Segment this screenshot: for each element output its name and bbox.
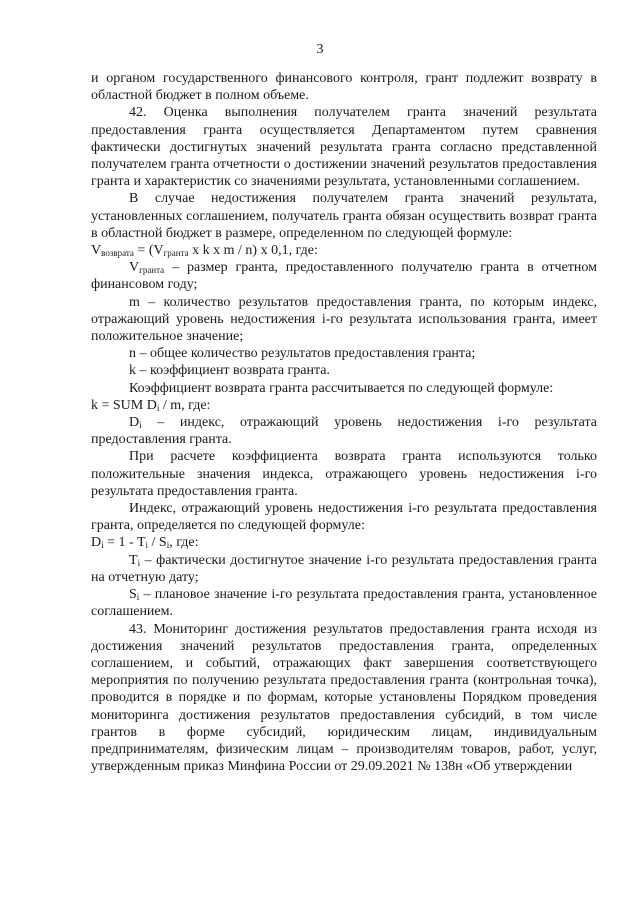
paragraph: При расчете коэффициента возврата гранта используются только положительные значения индекса, отражающего уровень недостижения i-го результата предоставления гранта. <box>91 449 597 499</box>
definition-m: m – количество результатов предоставления гранта, по которым индекс, отражающий уровень недостижения i-го результата использования гранта, имеет положительное значение; <box>91 294 597 345</box>
paragraph: В случае недостижения получателем гранта значений результата, установленных соглашением, получатель гранта обязан осуществить возврат гранта в областной бюджет в размере, определенном по следующей формуле: <box>91 191 597 241</box>
paragraph: Индекс, отражающий уровень недостижения i-го результата предоставления гранта, определяется по следующей формуле: <box>91 501 597 534</box>
formula-index: $D_i = 1 - T_i / S_i$, где: <box>91 535 199 551</box>
page-number: 3 <box>316 42 324 57</box>
document-body <box>91 70 597 775</box>
definition-n: n – общее количество результатов предоставления гранта; <box>129 346 476 362</box>
paragraph: и органом государственного финансового контроля, грант подлежит возврату в областной бюджет в полном объеме. <box>91 71 597 104</box>
formula-coefficient: k = SUM $D_i$ / m, где: <box>91 397 211 413</box>
definition-t: $T_i$ – фактически достигнутое значение i-го результата предоставления гранта на отчетную дату; <box>91 552 597 585</box>
definition-v-grant: $V_{гранта}$ – размер гранта, предоставленного получателю гранта в отчетном финансовом году; <box>91 260 597 293</box>
paragraph: Коэффициент возврата гранта рассчитывается по следующей формуле: <box>129 380 554 396</box>
definition-s: $S_i$ – плановое значение i-го результата предоставления гранта, установленное соглашением. <box>91 587 597 620</box>
paragraph-42: 42. Оценка выполнения получателем гранта значений результата предоставления гранта осуществляется Департаментом путем сравнения фактически достигнутых значений результата гранта согласно представленной получателем гранта отчетности о достижении значений результатов предоставления гранта и характеристик со значениями результата, установленными соглашением. <box>91 105 597 190</box>
formula-return-amount: $V_{возврата} = (V_{гранта}$ x k x m / n) x 0,1, где: <box>91 243 318 259</box>
paragraph-43: 43. Мониторинг достижения результатов предоставления гранта исходя из достижения значений результатов предоставления гранта, определенных соглашением, и событий, отражающих факт завершения соответствующего мероприятия по получению результата предоставления гранта (контрольная точка), проводится в порядке и по формам, которые установлены Порядком проведения мониторинга достижения результатов предоставления субсидий, в том числе грантов в форме субсидий, юридическим лицам, индивидуальным предпринимателям, физическим лицам – производителям товаров, работ, услуг, утвержденным приказ Минфина России от 29.09.2021 № 138н «Об утверждении <box>91 621 597 775</box>
definition-d: $D_i$ – индекс, отражающий уровень недостижения i-го результата предоставления гранта. <box>91 415 598 448</box>
definition-k: k – коэффициент возврата гранта. <box>129 363 331 379</box>
